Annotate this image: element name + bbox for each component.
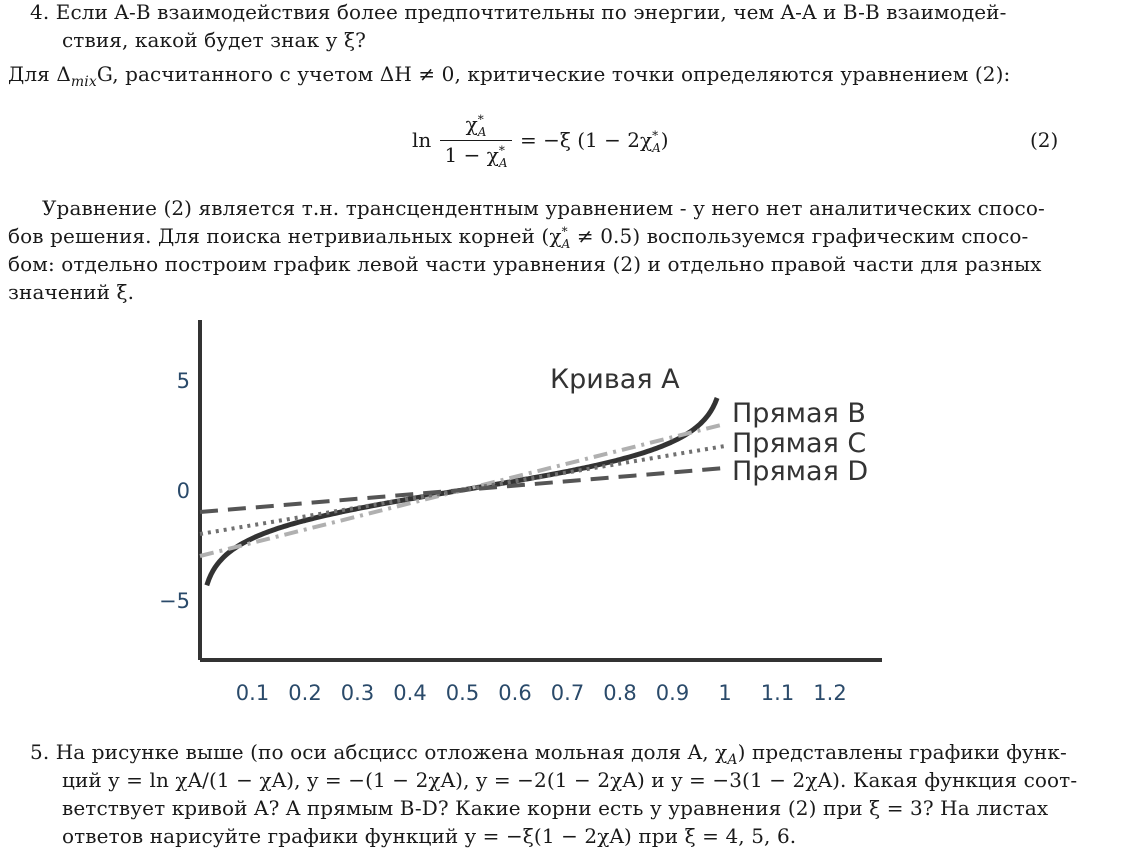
- equation-ln: ln: [412, 128, 432, 152]
- question-5-line-1: 5. На рисунке выше (по оси абсцисс отложена мольная доля A, $\chi_A$) представлены графики функ-: [30, 740, 1067, 768]
- question-5-line-2: ций y = ln χA/(1 − χA), y = −(1 − 2χA), y = −2(1 − 2χA) и y = −3(1 − 2χA). Какая функция соот-: [62, 768, 1078, 792]
- series-label: Прямая B: [732, 398, 866, 429]
- chart: [0, 310, 1133, 730]
- paragraph-line-1: Уравнение (2) является т.н. трансцендентным уравнением - у него нет аналитических спосо-: [42, 196, 1045, 220]
- series-label: Прямая C: [732, 428, 867, 459]
- y-tick-label: −5: [159, 589, 190, 613]
- equation-fraction: $\chi^*_A$ $1 - \chi^*_A$: [440, 112, 512, 170]
- question-5-line-4: ответов нарисуйте графики функций y = −ξ(1 − 2χA) при ξ = 4, 5, 6.: [62, 824, 797, 848]
- paragraph-line-3: бом: отдельно построим график левой части уравнения (2) и отдельно правой части для разных: [8, 252, 1042, 276]
- x-tick-label: 0.1: [235, 681, 270, 705]
- x-tick-label: 0.2: [288, 681, 322, 705]
- x-tick-label: 0.7: [550, 681, 585, 705]
- paragraph-line-4: значений ξ.: [8, 280, 135, 304]
- series-label: Прямая D: [732, 456, 869, 487]
- series-label: Кривая A: [550, 364, 680, 395]
- equation-rhs: = −ξ $(1 - 2\chi^*_A)$: [520, 128, 669, 155]
- x-tick-label: 0.3: [340, 681, 375, 705]
- critical-intro: Для $\Delta_{mix}G$, расчитанного с учетом ΔH ≠ 0, критические точки определяются уравнением (2):: [8, 62, 1011, 90]
- x-tick-label: 0.8: [603, 681, 637, 705]
- series-line-d: [200, 468, 725, 512]
- x-tick-label: 1.2: [813, 681, 847, 705]
- x-tick-label: 0.5: [445, 681, 480, 705]
- question-5-line-3: ветствует кривой A? A прямым B-D? Какие корни есть у уравнения (2) при ξ = 3? На листах: [62, 796, 1049, 820]
- x-tick-label: 1.1: [760, 681, 795, 705]
- y-tick-label: 5: [176, 369, 190, 393]
- question-4-line-1: 4. Если A-B взаимодействия более предпочтительны по энергии, чем A-A и B-B взаимодей-: [30, 0, 1007, 24]
- y-tick-label: 0: [176, 479, 190, 503]
- x-tick-label: 1: [718, 681, 732, 705]
- x-tick-label: 0.9: [655, 681, 690, 705]
- paragraph-line-2: бов решения. Для поиска нетривиальных корней $(\chi^*_A \ne 0.5)$ воспользуемся графическим спосо-: [8, 224, 1029, 251]
- x-tick-label: 0.6: [498, 681, 532, 705]
- x-tick-label: 0.4: [393, 681, 427, 705]
- equation-2: [412, 112, 672, 172]
- question-4-line-2: ствия, какой будет знак у ξ?: [62, 28, 366, 52]
- equation-number: (2): [1030, 128, 1059, 152]
